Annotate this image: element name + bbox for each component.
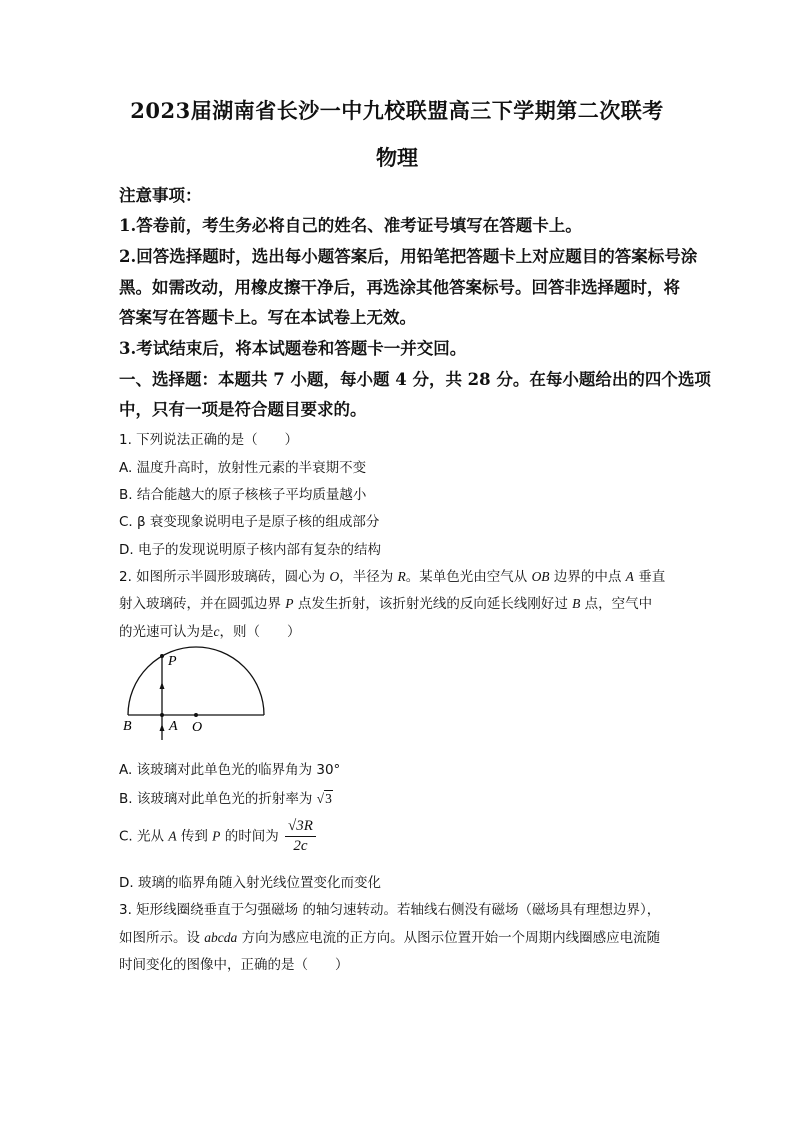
text: B. 该玻璃对此单色光的折射率为 xyxy=(119,791,317,807)
var-p: P xyxy=(285,596,294,611)
fraction-denominator: 2c xyxy=(293,838,308,854)
text: C. 光从 xyxy=(119,828,169,845)
notice-item-2-cont2: 答案写在答题卡上。写在本试卷上无效。 xyxy=(119,308,416,327)
var-b: B xyxy=(572,596,581,611)
var-o: O xyxy=(329,569,340,584)
exam-title: 2023届湖南省长沙一中九校联盟高三下学期第二次联考 xyxy=(130,98,664,123)
question-2-stem-line-1 xyxy=(119,565,665,585)
arrow-icon xyxy=(160,724,165,731)
notice-item-1: 1.答卷前，考生务必将自己的姓名、准考证号填写在答题卡上。 xyxy=(119,216,582,235)
text: 。某单色光由空气从 xyxy=(405,569,532,585)
text: 点，空气中 xyxy=(580,596,653,612)
section-heading: 一、选择题：本题共 7 小题，每小题 4 分，共 28 分。在每小题给出的四个选项 xyxy=(119,370,711,389)
text: 方向为感应电流的正方向。从图示位置开始一个周期内线圈感应电流随 xyxy=(237,930,661,946)
question-3-stem-line-3: 时间变化的图像中，正确的是（ ） xyxy=(119,957,349,973)
text: ，则（ ） xyxy=(219,624,301,640)
semicircle-glass-figure xyxy=(112,645,282,745)
point-o-dot xyxy=(194,713,198,717)
question-1-option-c: C. β 衰变现象说明电子是原子核的组成部分 xyxy=(119,514,380,530)
point-a-dot xyxy=(160,713,164,717)
var-p: P xyxy=(212,828,221,844)
notice-item-3: 3.考试结束后，将本试题卷和答题卡一并交回。 xyxy=(119,339,467,358)
var-a: A xyxy=(168,828,177,844)
notice-heading: 注意事项： xyxy=(119,186,202,205)
fraction xyxy=(285,818,316,855)
var-r: R xyxy=(397,569,406,584)
label-a: A xyxy=(169,719,178,734)
var-ob: OB xyxy=(531,569,550,584)
question-2-stem-line-3 xyxy=(119,620,301,640)
question-3-stem-line-1: 3. 矩形线圈绕垂直于匀强磁场 的轴匀速转动。若轴线右侧没有磁场（磁场具有理想边界）， xyxy=(119,902,661,918)
text: 射入玻璃砖，并在圆弧边界 xyxy=(119,596,286,612)
text: 的时间为 xyxy=(220,828,279,845)
notice-item-2-cont: 黑。如需改动，用橡皮擦干净后，再选涂其他答案标号。回答非选择题时，将 xyxy=(119,278,680,297)
question-2-option-c xyxy=(119,818,316,855)
question-2-stem-line-2 xyxy=(119,592,652,612)
sqrt-radicand: 3 xyxy=(325,791,332,806)
var-abcda: abcda xyxy=(204,930,238,945)
question-2-option-d: D. 玻璃的临界角随入射光线位置变化而变化 xyxy=(119,875,381,891)
question-3-stem-line-2 xyxy=(119,926,660,946)
text: 2. 如图所示半圆形玻璃砖，圆心为 xyxy=(119,569,330,585)
point-p-dot xyxy=(160,654,164,658)
fraction-numerator: √3R xyxy=(285,818,316,837)
sqrt-symbol: √ xyxy=(316,791,325,806)
question-2-option-a: A. 该玻璃对此单色光的临界角为 30° xyxy=(119,762,341,778)
question-1-option-d: D. 电子的发现说明原子核内部有复杂的结构 xyxy=(119,542,381,558)
semicircle-arc xyxy=(128,647,264,715)
var-a: A xyxy=(625,569,634,584)
text: ，半径为 xyxy=(339,569,398,585)
notice-item-2: 2.回答选择题时，选出每小题答案后，用铅笔把答题卡上对应题目的答案标号涂 xyxy=(119,247,698,266)
section-heading-cont: 中，只有一项是符合题目要求的。 xyxy=(119,400,367,419)
label-o: O xyxy=(192,720,203,735)
question-1-option-b: B. 结合能越大的原子核核子平均质量越小 xyxy=(119,487,367,503)
text: 垂直 xyxy=(633,569,666,585)
text: 点发生折射，该折射光线的反向延长线刚好过 xyxy=(293,596,573,612)
arrow-icon xyxy=(160,682,165,689)
label-b: B xyxy=(123,719,132,734)
question-2-option-b xyxy=(119,787,333,807)
text: 传到 xyxy=(176,828,213,845)
text: 的光速可认为是 xyxy=(119,624,214,640)
text: 如图所示。设 xyxy=(119,930,205,946)
question-1-option-a: A. 温度升高时，放射性元素的半衰期不变 xyxy=(119,460,367,476)
subject-title: 物理 xyxy=(376,145,418,170)
question-1-stem: 1. 下列说法正确的是（ ） xyxy=(119,432,299,448)
label-p: P xyxy=(168,654,177,669)
text: 边界的中点 xyxy=(549,569,626,585)
var-c: c xyxy=(213,624,220,639)
